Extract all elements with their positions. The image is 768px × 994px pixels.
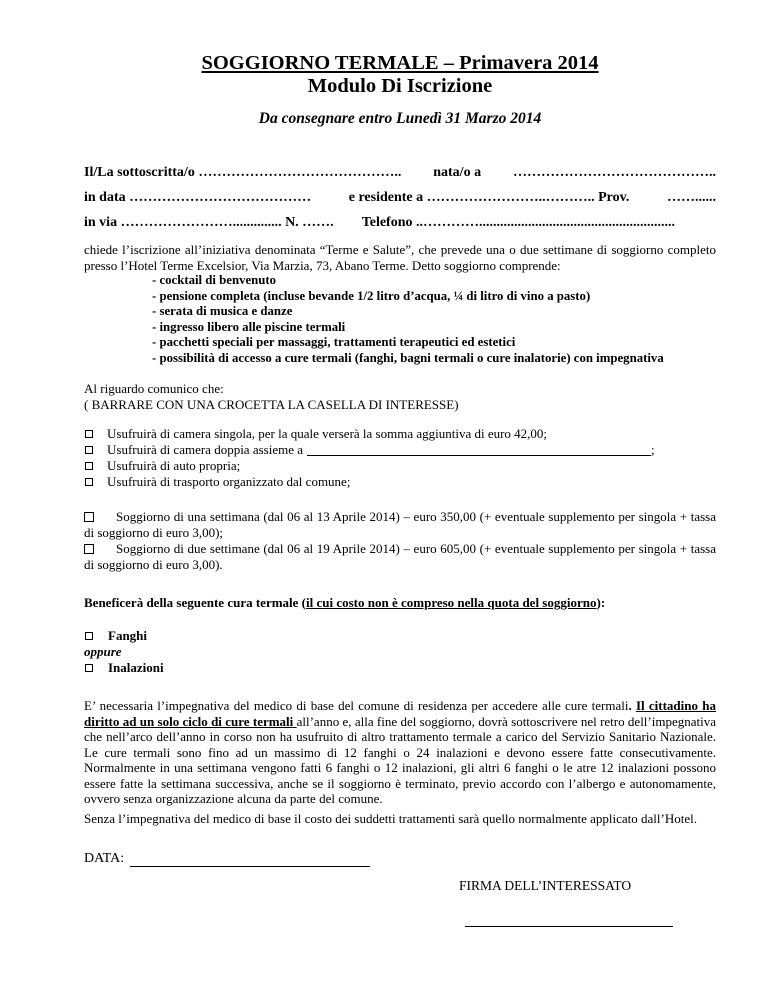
- checkbox-inalazioni[interactable]: [85, 664, 93, 672]
- deadline-note: Da consegnare entro Lunedì 31 Marzo 2014: [258, 110, 542, 127]
- feature-item: - pacchetti speciali per massaggi, trattamenti terapeutici ed estetici: [152, 335, 516, 349]
- regard-line: Al riguardo comunico che:: [84, 381, 224, 396]
- cure-fanghi: [84, 628, 716, 644]
- date-field[interactable]: [130, 854, 370, 867]
- cure-inalazioni: [84, 660, 716, 676]
- option-label: Usufruirà di camera doppia assieme a: [107, 442, 304, 457]
- option-label: Usufruirà di auto propria;: [107, 458, 241, 473]
- option-own-car: [84, 458, 716, 474]
- notice-part: all’anno e, alla fine del soggiorno, dovrà sottoscrivere nel retro dell’impegnativa che nell’arco dell’anno in corso non ha usufruito di altro trattamento termale a carico del Servizio Sanitario Nazionale. Le cure termali sono fino ad un massimo di 12 fanghi o 24 inalazioni e devono essere fatte consecutivamente. Normalmente in una settimana vengono fatti 6 fanghi o 12 inalazioni, gli altri 6 fanghi o le atre 12 inalazioni possono essere fatte la settimana successiva, anche se il soggiorno è terminato, previo accordo con l’albergo e autonomamente, ovvero senza organizzazione alcuna da parte del comune.: [84, 713, 717, 806]
- notice-highlight: Il cittadino ha diritto ad un solo ciclo di cure termali: [84, 698, 716, 729]
- stay-two-weeks: [84, 541, 716, 573]
- feature-item: - possibilità di accesso a cure termali (fanghi, bagni termali o cure inalatorie) con impegnativa: [152, 350, 664, 365]
- feature-item: - cocktail di benvenuto: [152, 273, 277, 287]
- stay-label: Soggiorno di due settimane (dal 06 al 19 Aprile 2014) – euro 605,00 (+ eventuale supplemento per singola + tassa di soggiorno di euro 3,00).: [84, 541, 716, 572]
- cure-or: oppure: [84, 644, 122, 659]
- option-double-room: [84, 442, 716, 458]
- notice-part: E’ necessaria l’impegnativa del medico di base del comune di residenza per accedere alle cure termali: [84, 698, 629, 713]
- regard-instruction: ( BARRARE CON UNA CROCETTA LA CASELLA DI INTERESSE): [84, 396, 459, 412]
- option-label: Usufruirà di camera singola, per la quale verserà la somma aggiuntiva di euro 42,00;: [107, 426, 548, 441]
- cure-label: Fanghi: [108, 628, 148, 643]
- birthdate-field[interactable]: in data …………………………………: [84, 190, 312, 205]
- cure-heading-suffix: ):: [596, 595, 606, 610]
- cure-heading-note: il cui costo non è compreso nella quota del soggiorno: [306, 595, 597, 610]
- province-field[interactable]: ……......: [666, 190, 716, 205]
- personal-info-line-3: [84, 215, 716, 231]
- notice-text: [84, 698, 716, 807]
- stay-label: Soggiorno di una settimana (dal 06 al 13 Aprile 2014) – euro 350,00 (+ eventuale supplemento per singola + tassa di soggiorno di euro 3,00);: [84, 509, 716, 540]
- cure-heading-prefix: Beneficerà della seguente cura termale (: [84, 595, 307, 610]
- feature-item: - ingresso libero alle piscine termali: [152, 319, 346, 334]
- signature-field[interactable]: [465, 926, 673, 927]
- phone-field[interactable]: Telefono ..…………........................................................: [361, 215, 676, 230]
- page-subtitle: Modulo Di Iscrizione: [307, 75, 493, 97]
- name-field[interactable]: Il/La sottoscritta/o ……………………………………..: [84, 165, 402, 180]
- option-label-end: ;: [651, 442, 655, 457]
- personal-info-line-2: [84, 190, 716, 206]
- signature-label: FIRMA DELL’INTERESSATO: [459, 878, 632, 893]
- residence-field[interactable]: e residente a ……………………..……….. Prov.: [348, 190, 630, 205]
- personal-info-line-1: [84, 165, 716, 181]
- checkbox-single-room[interactable]: [85, 430, 93, 438]
- address-field[interactable]: in via …………………….............. N. …….: [84, 215, 334, 230]
- regard-block: [84, 381, 716, 412]
- option-single-room: [84, 426, 716, 442]
- date-row: [84, 851, 716, 867]
- cure-options: [84, 628, 716, 676]
- without-text: Senza l’impegnativa del medico di base il costo dei suddetti trattamenti sarà quello normalmente applicato dall’Hotel.: [84, 810, 697, 826]
- date-label: DATA:: [84, 851, 125, 866]
- checkbox-one-week[interactable]: [84, 512, 94, 522]
- feature-item: - serata di musica e danze: [152, 304, 293, 318]
- option-label: Usufruirà di trasporto organizzato dal comune;: [107, 474, 351, 489]
- options-list: [84, 426, 716, 490]
- double-room-companion-field[interactable]: [307, 444, 651, 456]
- checkbox-fanghi[interactable]: [85, 632, 93, 640]
- intro-text: chiede l’iscrizione all’iniziativa denominata “Terme e Salute”, che prevede una o due settimane di soggiorno completo presso l’Hotel Terme Excelsior, Via Marzia, 73, Abano Terme. Detto soggiorno comprende:: [84, 242, 716, 273]
- checkbox-transport[interactable]: [85, 478, 93, 486]
- birthplace-label: nata/o a: [433, 165, 482, 180]
- option-transport: [84, 474, 716, 490]
- stay-one-week: [84, 509, 716, 541]
- checkbox-two-weeks[interactable]: [84, 544, 94, 554]
- cure-heading: [84, 595, 716, 611]
- cure-label: Inalazioni: [108, 660, 164, 675]
- feature-item: - pensione completa (incluse bevande 1/2 litro d’acqua, ¼ di litro di vino a pasto): [152, 288, 591, 303]
- birthplace-field[interactable]: ……………………………………..: [512, 165, 716, 180]
- form-page: [84, 52, 716, 867]
- notice-dot: .: [628, 698, 636, 713]
- checkbox-own-car[interactable]: [85, 462, 93, 470]
- stay-options: [84, 509, 716, 573]
- page-title: SOGGIORNO TERMALE – Primavera 2014: [201, 52, 599, 74]
- features-list: [84, 273, 716, 366]
- checkbox-double-room[interactable]: [85, 446, 93, 454]
